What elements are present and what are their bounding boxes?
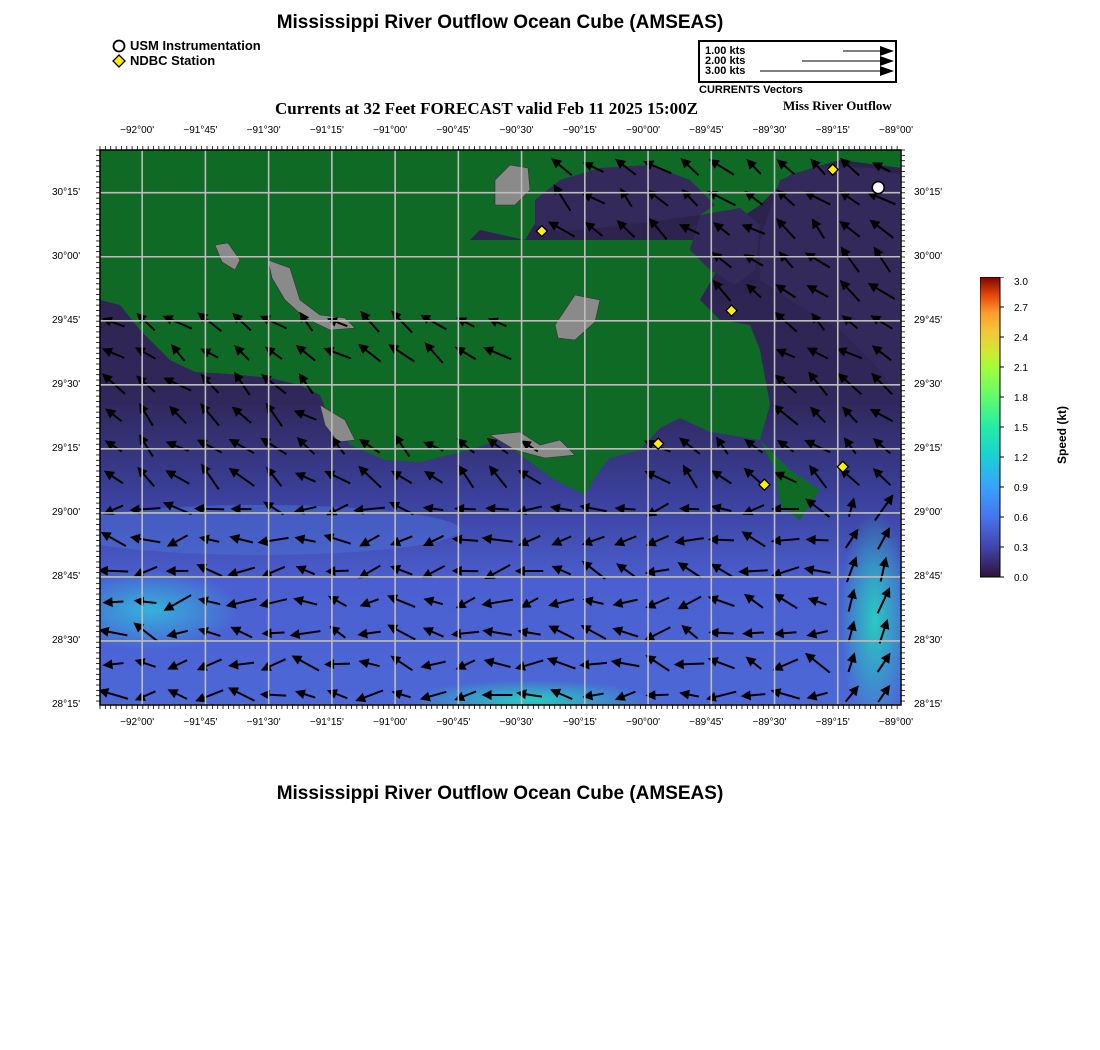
lon-tick-label-top: −89°00' xyxy=(879,125,913,136)
lon-tick-label-top: −90°30' xyxy=(499,125,534,136)
speed-colorbar xyxy=(980,277,1030,592)
lat-tick-label-left: 29°15' xyxy=(52,442,81,454)
lon-tick-label-top: −89°15' xyxy=(815,125,850,136)
map-area xyxy=(60,150,910,730)
lon-tick-label-bottom: −89°00' xyxy=(879,717,913,728)
lon-tick-label-top: −90°45' xyxy=(436,125,471,136)
lat-tick-label-left: 29°30' xyxy=(52,378,81,390)
lat-tick-label-left: 28°15' xyxy=(52,699,81,710)
lon-tick-label-bottom: −90°15' xyxy=(562,717,597,728)
vector-scale-1: 1.00 kts xyxy=(705,45,746,57)
lat-tick-label-left: 30°00' xyxy=(52,250,81,262)
colorbar-tick-label: 2.4 xyxy=(1014,333,1028,344)
vector-scale-caption: CURRENTS Vectors xyxy=(699,84,803,96)
sea-fast-current-south xyxy=(410,680,650,720)
lon-tick-label-bottom: −89°30' xyxy=(752,717,787,728)
lon-tick-label-top: −90°15' xyxy=(562,125,597,136)
lon-tick-label-top: −91°00' xyxy=(373,125,408,136)
outflow-label: Miss River Outflow xyxy=(783,98,892,113)
usm-instrument-marker xyxy=(872,182,884,194)
lon-tick-label-bottom: −90°45' xyxy=(436,717,471,728)
lat-tick-label-right: 29°45' xyxy=(914,314,943,326)
lon-tick-label-top: −89°45' xyxy=(689,125,724,136)
colorbar-tick-label: 1.2 xyxy=(1014,453,1028,464)
colorbar-tick-label: 2.7 xyxy=(1014,303,1028,314)
legend-ndbc-label: NDBC Station xyxy=(130,53,216,68)
lon-tick-label-bottom: −91°45' xyxy=(183,717,218,728)
colorbar-title: Speed (kt) xyxy=(1055,406,1069,465)
colorbar-tick-label: 0.6 xyxy=(1014,513,1028,524)
vector-scale-3: 3.00 kts xyxy=(705,65,746,77)
lat-tick-label-right: 29°15' xyxy=(914,442,943,454)
lat-tick-label-left: 29°45' xyxy=(52,314,81,326)
lon-tick-label-bottom: −89°45' xyxy=(689,717,724,728)
lon-tick-label-bottom: −91°00' xyxy=(373,717,408,728)
lon-tick-label-top: −91°15' xyxy=(309,125,344,136)
colorbar-tick-label: 1.8 xyxy=(1014,393,1028,404)
lat-tick-label-right: 29°00' xyxy=(914,506,943,518)
sea-fast-current-west xyxy=(60,570,240,650)
lat-tick-label-right: 28°30' xyxy=(914,634,943,646)
lat-tick-label-left: 29°00' xyxy=(52,506,81,518)
colorbar-tick-label: 1.5 xyxy=(1014,423,1028,434)
lat-tick-label-right: 30°15' xyxy=(914,186,943,198)
colorbar-ramp xyxy=(980,277,1000,577)
colorbar-tick-label: 3.0 xyxy=(1014,277,1028,288)
colorbar-svg xyxy=(980,277,1030,587)
lat-tick-label-right: 28°45' xyxy=(914,570,943,582)
lon-tick-label-top: −91°30' xyxy=(246,125,281,136)
colorbar-tick-label: 0.0 xyxy=(1014,573,1028,584)
map-title: Mississippi River Outflow Ocean Cube (AMSEAS) xyxy=(276,12,724,33)
lat-tick-label-right: 30°00' xyxy=(914,250,943,262)
colorbar-tick-label: 0.3 xyxy=(1014,543,1028,554)
lat-tick-label-left: 28°45' xyxy=(52,570,81,582)
lat-tick-label-right: 28°15' xyxy=(914,699,943,710)
lon-tick-label-bottom: −90°30' xyxy=(499,717,534,728)
colorbar-tick-label: 0.9 xyxy=(1014,483,1028,494)
lon-tick-label-bottom: −89°15' xyxy=(815,717,850,728)
lon-tick-label-top: −92°00' xyxy=(120,125,155,136)
lat-tick-label-left: 28°30' xyxy=(52,634,81,646)
colorbar-tick-label: 2.1 xyxy=(1014,363,1028,374)
lon-tick-label-top: −91°45' xyxy=(183,125,218,136)
lon-tick-label-bottom: −91°30' xyxy=(246,717,281,728)
legend-usm-label: USM Instrumentation xyxy=(130,38,261,53)
lon-tick-label-bottom: −91°15' xyxy=(309,717,344,728)
lat-tick-label-right: 29°30' xyxy=(914,378,943,390)
lat-tick-label-left: 30°15' xyxy=(52,186,81,198)
vector-scale-2: 2.00 kts xyxy=(705,55,746,67)
lon-tick-label-top: −90°00' xyxy=(626,125,661,136)
lon-tick-label-bottom: −90°00' xyxy=(626,717,661,728)
second-map-title: Mississippi River Outflow Ocean Cube (AMSEAS) xyxy=(276,783,724,804)
lon-tick-label-top: −89°30' xyxy=(752,125,787,136)
map-subtitle: Currents at 32 Feet FORECAST valid Feb 11 2025 15:00Z xyxy=(275,99,698,118)
lon-tick-label-bottom: −92°00' xyxy=(120,717,155,728)
